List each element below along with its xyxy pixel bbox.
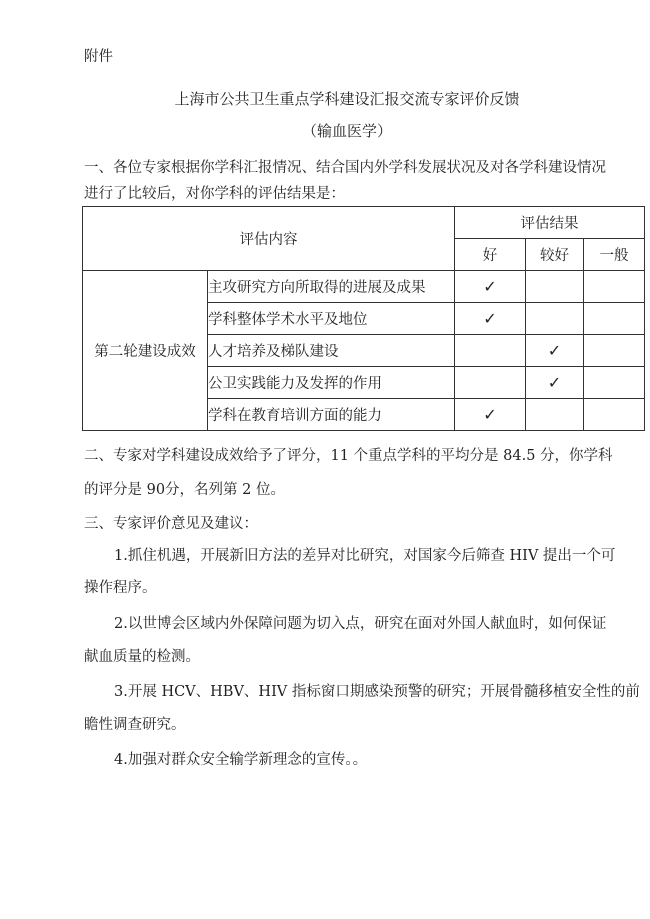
document-title: 上海市公共卫生重点学科建设汇报交流专家评价反馈 [174, 90, 520, 108]
check-mark: ✓ [526, 335, 584, 367]
grade-average: 一般 [584, 239, 645, 271]
row-item: 学科在教育培训方面的能力 [208, 399, 455, 431]
suggestion-4-line1: 4.加强对群众安全输学新理念的宣传。。 [114, 752, 368, 768]
row-item: 人才培养及梯队建设 [208, 335, 455, 367]
suggestion-3-line2: 瞻性调查研究。 [84, 717, 186, 733]
check-mark: ✓ [455, 303, 526, 335]
check-mark: ✓ [526, 367, 584, 399]
grade-fairly-good: 较好 [526, 239, 584, 271]
attachment-label: 附件 [84, 49, 113, 65]
table-header-row [83, 207, 645, 239]
row-item: 学科整体学术水平及地位 [208, 303, 455, 335]
section3-heading: 三、专家评价意见及建议： [84, 516, 258, 532]
document-subtitle: （输血医学） [301, 122, 392, 140]
row-item: 主攻研究方向所取得的进展及成果 [208, 271, 455, 303]
row-item: 公卫实践能力及发挥的作用 [208, 367, 455, 399]
check-mark [584, 367, 645, 399]
check-mark [526, 303, 584, 335]
check-mark [455, 367, 526, 399]
suggestion-2-line2: 献血质量的检测。 [84, 649, 200, 665]
suggestion-1-line2: 操作程序。 [84, 580, 157, 596]
evaluation-table [82, 206, 645, 431]
check-mark [584, 335, 645, 367]
check-mark: ✓ [455, 399, 526, 431]
category-cell: 第二轮建设成效 [83, 271, 208, 431]
section1-line2: 进行了比较后，对你学科的评估结果是： [84, 186, 345, 202]
section2-line2: 的评分是 90分，名列第 2 位。 [84, 482, 286, 498]
suggestion-2-line1: 2.以世博会区域内外保障问题为切入点，研究在面对外国人献血时，如何保证 [114, 616, 607, 632]
check-mark [526, 399, 584, 431]
check-mark [584, 303, 645, 335]
table-row [83, 271, 645, 303]
check-mark [584, 271, 645, 303]
check-mark [584, 399, 645, 431]
header-result: 评估结果 [455, 207, 645, 239]
grade-good: 好 [455, 239, 526, 271]
check-mark [455, 335, 526, 367]
suggestion-1-line1: 1.抓住机遇，开展新旧方法的差异对比研究，对国家今后筛查 HIV 提出一个可 [114, 548, 616, 564]
section1-line1: 一、各位专家根据你学科汇报情况、结合国内外学科发展状况及对各学科建设情况 [84, 160, 606, 176]
section2-line1: 二、专家对学科建设成效给予了评分，11 个重点学科的平均分是 84.5 分，你学科 [84, 448, 613, 464]
header-content: 评估内容 [83, 207, 455, 271]
check-mark [526, 271, 584, 303]
suggestion-3-line1: 3.开展 HCV、HBV、HIV 指标窗口期感染预警的研究；开展骨髓移植安全性的前 [114, 684, 640, 700]
check-mark: ✓ [455, 271, 526, 303]
